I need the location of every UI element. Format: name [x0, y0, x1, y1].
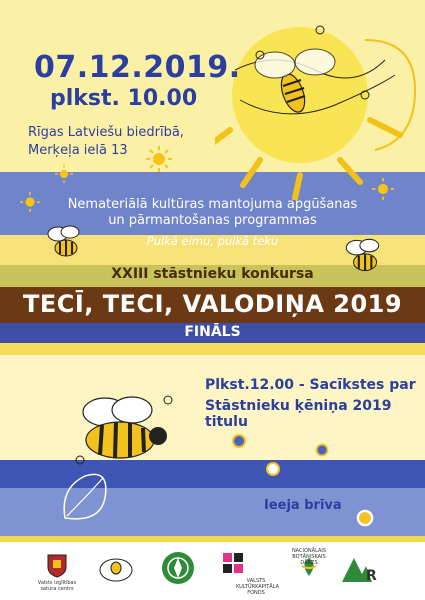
visc-logo-caption: Valsts izglītības satura centrs	[37, 580, 77, 592]
program-motto: Pulkā eimu, pulkā teku	[146, 234, 279, 248]
vkd-logo	[222, 552, 244, 574]
amr-logo	[340, 554, 380, 584]
contest-stage: FINĀLS	[184, 324, 241, 340]
leaf-doodle	[55, 468, 115, 528]
yellow-thin-band	[0, 343, 425, 355]
program-line-2: un pārmantošanas programmas	[108, 213, 317, 228]
vkd-logo-caption: VALSTS KULTŪRKAPITĀLA FONDS	[236, 578, 279, 596]
gear-sun-icon	[228, 430, 250, 452]
contest-title: TECĪ, TECI, VALODIŅA 2019	[22, 290, 403, 318]
small-sun-icon	[55, 165, 73, 183]
entry-free-label: Ieeja brīva	[264, 498, 342, 513]
event-venue	[28, 124, 184, 160]
gear-sun-icon	[312, 440, 332, 460]
venue-line-2: Merķeļa ielā 13	[28, 143, 128, 158]
bee-icon	[40, 222, 88, 264]
svg-text:R: R	[366, 568, 377, 584]
visc-logo	[44, 552, 70, 578]
gear-sun-icon	[352, 505, 378, 531]
bee-illustration	[50, 390, 190, 480]
competition-line-2: Stāstnieku ķēniņa 2019 titulu	[205, 398, 392, 430]
competition-line-1: Plkst.12.00 - Sacīkstes par	[205, 377, 416, 393]
ornament-logo	[160, 550, 196, 586]
nbd-logo-caption: NACIONĀLAIS BOTĀNISKAIS DĀRZS	[291, 548, 327, 566]
pulka-logo	[98, 554, 134, 584]
gear-sun-icon	[262, 458, 284, 480]
program-line-1: Nemateriālā kultūras mantojuma apgūšanas	[67, 197, 358, 212]
event-time: plkst. 10.00	[50, 86, 198, 111]
contest-subtitle: XXIII stāstnieku konkursa	[111, 266, 314, 282]
venue-line-1: Rīgas Latviešu biedrībā,	[28, 125, 184, 140]
sun-illustration	[215, 0, 425, 200]
event-date: 07.12.2019.	[34, 50, 241, 85]
